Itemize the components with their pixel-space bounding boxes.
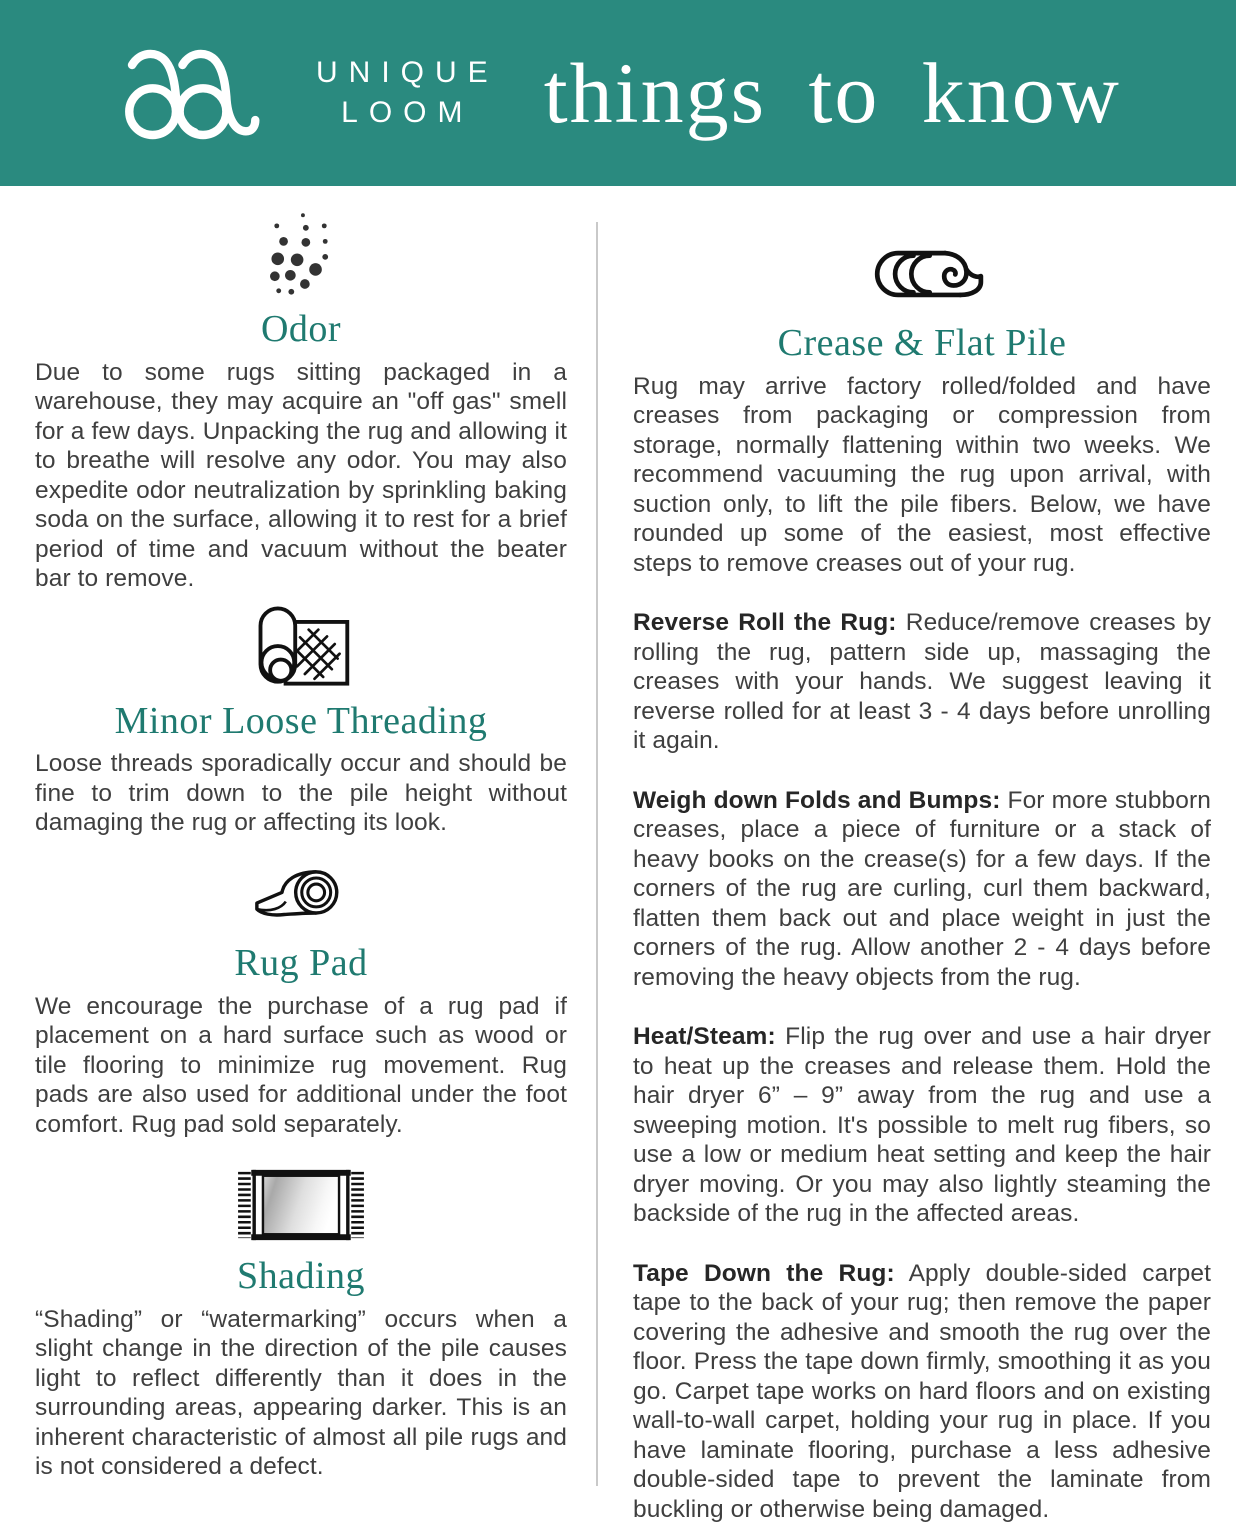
loom-loops-icon [104,37,302,149]
brand-line1: UNIQUE [316,55,499,89]
tip-weigh-down [633,786,1211,993]
tip-tape-down [633,1259,1211,1524]
odor-particles-icon [270,210,332,296]
column-divider [596,222,598,1486]
page-title: things to know [543,45,1121,141]
tip-heat-steam [633,1022,1211,1229]
tip-heat-steam-text: Flip the rug over and use a hair dryer to heat up the creases and release them. Hold the hair dryer 6” – 9” away from the rug and use a sweeping motion. It's possible to melt rug fibers, so use a low or medium heat setting and keep the hair dryer moving. Or you may also lightly steaming the backside of the rug in the affected areas. [633,1023,1211,1228]
rolled-rug-end-icon [858,246,986,308]
tip-reverse-roll-label: Reverse Roll the Rug: [633,609,897,637]
section-heading-threading: Minor Loose Threading [114,699,488,742]
section-heading-crease: Crease & Flat Pile [777,322,1067,364]
right-column [633,210,1211,1524]
section-body-odor: Due to some rugs sitting packaged in a warehouse, they may acquire an "off gas" smell for a few days. Unpacking the rug and allowing it to breathe will resolve any odor. You may also expedite odor neutralization by sprinkling baking soda on the surface, allowing it to rest for a brief period of time and vacuum without the beater bar to remove. [35,358,567,593]
tip-reverse-roll-text: Reduce/remove creases by rolling the rug, pattern side up, massaging the creases with your hands. We suggest leaving it reverse rolled for at least 3 - 4 days before unrolling it again. [633,609,1211,755]
content [0,186,1236,1524]
section-shading [35,1165,567,1482]
section-body-shading: “Shading” or “watermarking” occurs when a slight change in the direction of the pile causes light to reflect differently than it does in the surrounding areas, appearing darker. This is an inherent characteristic of almost all pile rugs and is not considered a defect. [35,1305,567,1481]
shaded-rug-icon [235,1165,367,1245]
rolled-rug-icon [247,602,355,692]
tip-heat-steam-label: Heat/Steam: [633,1023,776,1051]
tip-tape-down-label: Tape Down the Rug: [633,1259,895,1287]
section-heading-shading: Shading [236,1255,366,1298]
section-rug-pad [35,862,567,1139]
section-crease-flat-pile [633,246,1211,1524]
section-heading-rug-pad: Rug Pad [234,941,368,984]
page-header [0,0,1236,186]
tip-weigh-down-label: Weigh down Folds and Bumps: [633,786,1001,814]
tip-tape-down-text: Apply double-sided carpet tape to the back of your rug; then remove the paper covering the adhesive and smooth the rug over the floor. Press the tape down firmly, smoothing it as you go. Carpet tape works on hard floors and on existing wall-to-wall carpet, holding your rug in place. If you have laminate flooring, purchase a less adhesive double-sided tape to prevent the laminate from buckling or otherwise being damaged. [633,1259,1211,1523]
unique-loom-logo [104,37,499,149]
brand-line2: LOOM [341,96,474,129]
crease-intro: Rug may arrive factory rolled/folded and have creases from packaging or compression from storage, normally flattening within two weeks. We recommend vacuuming the rug upon arrival, with suction only, to lift the pile fibers. Below, we have rounded up some of the easiest, most effective steps to remove creases out of your rug. [633,372,1211,577]
section-body-rug-pad: We encourage the purchase of a rug pad if placement on a hard surface such as wood or tile flooring to minimize rug movement. Rug pads are also used for additional under the foot comfort. Rug pad sold separately. [35,992,567,1138]
left-column [35,210,567,1524]
brand-name [316,53,499,134]
section-odor [35,210,567,594]
rug-pad-roll-icon [237,862,365,932]
section-heading-odor: Odor [260,308,342,350]
tip-weigh-down-text: For more stubborn creases, place a piece of furniture or a stack of heavy books on the crease(s) for a few days. If the corners of the rug are curling, curl them backward, flatten them back out and place weight in just the corners of the rug. Allow another 2 - 4 days before removing the heavy objects from the rug. [633,786,1211,991]
section-body-threading: Loose threads sporadically occur and should be fine to trim down to the pile height without damaging the rug or affecting its look. [35,750,567,837]
tip-reverse-roll [633,608,1211,756]
section-minor-loose-threading [35,602,567,838]
